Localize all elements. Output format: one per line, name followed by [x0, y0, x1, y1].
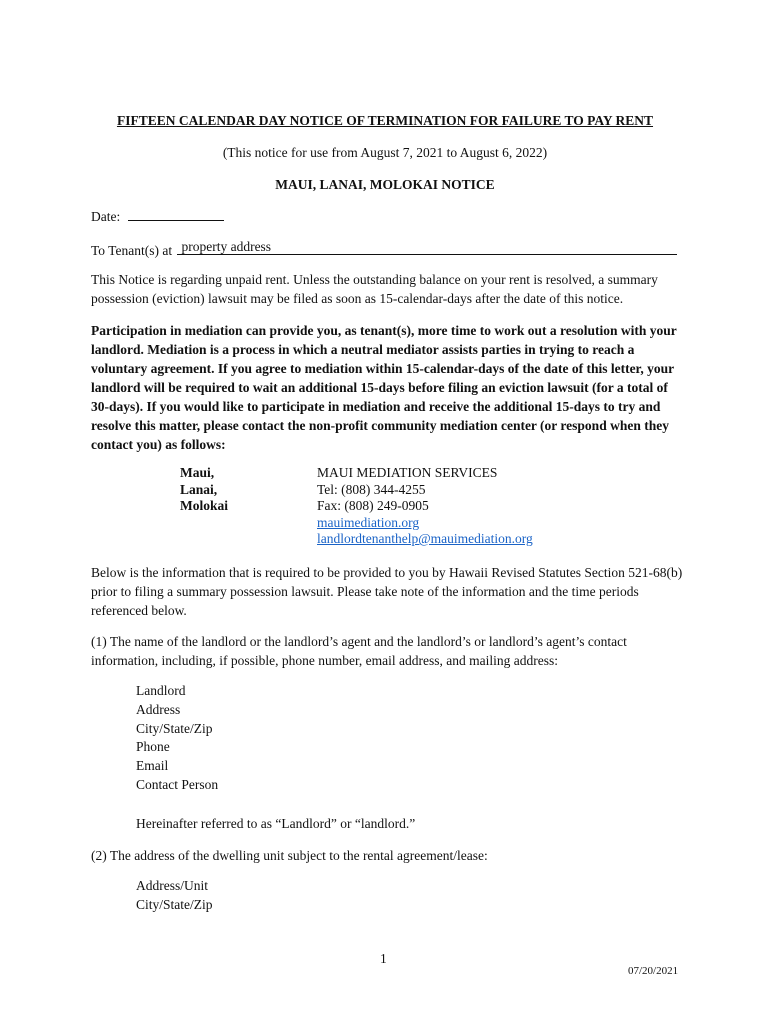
- dwelling-field-city-state-zip: City/State/Zip: [136, 896, 213, 912]
- mediation-email-link[interactable]: landlordtenanthelp@mauimediation.org: [317, 531, 533, 546]
- date-label: Date:: [91, 209, 121, 224]
- region-maui: Maui,: [180, 465, 215, 480]
- region-lanai: Lanai,: [180, 481, 218, 497]
- mediation-org: MAUI MEDIATION SERVICES: [317, 465, 498, 480]
- mediation-tel: Tel: (808) 344-4255: [317, 481, 426, 497]
- landlord-field-landlord: Landlord: [136, 683, 186, 698]
- paragraph-landlord-info: (1) The name of the landlord or the landlord’s agent and the landlord’s or landlord’s agent’s contact information, including, if possible, phone number, email address, and mailing address:: [91, 634, 627, 668]
- landlord-field-phone: Phone: [136, 739, 170, 755]
- document-subtitle: (This notice for use from August 7, 2021 to August 6, 2022): [222, 145, 548, 160]
- dwelling-fields: [136, 877, 213, 915]
- page-number: 1: [380, 951, 387, 966]
- tenant-line: [91, 240, 683, 260]
- dwelling-field-address-unit: Address/Unit: [136, 878, 208, 893]
- tenant-address-field[interactable]: [177, 240, 677, 255]
- paragraph-dwelling: (2) The address of the dwelling unit subject to the rental agreement/lease:: [91, 848, 488, 863]
- tenant-address-value: property address: [181, 239, 272, 254]
- landlord-field-city-state-zip: City/State/Zip: [136, 720, 213, 736]
- footer-date: 07/20/2021: [628, 965, 679, 977]
- landlord-field-contact-person: Contact Person: [136, 776, 219, 792]
- mediation-regions: [180, 465, 228, 515]
- paragraph-statute: Below is the information that is required to be provided to you by Hawaii Revised Statutes Section 521-68(b) prior to filing a summary possession lawsuit. Please take note of the information and the time periods referenced below.: [91, 565, 683, 618]
- date-line: [91, 207, 224, 226]
- landlord-fields: [136, 682, 218, 795]
- mediation-website-link[interactable]: mauimediation.org: [317, 514, 420, 530]
- landlord-field-email: Email: [136, 758, 169, 774]
- mediation-fax: Fax: (808) 249-0905: [317, 498, 429, 513]
- landlord-field-address: Address: [136, 701, 181, 717]
- region-title: MAUI, LANAI, MOLOKAI NOTICE: [275, 177, 495, 192]
- tenant-label: To Tenant(s) at: [91, 243, 173, 258]
- hereinafter-text: Hereinafter referred to as “Landlord” or “landlord.”: [136, 816, 416, 831]
- paragraph-unpaid-rent: This Notice is regarding unpaid rent. Unless the outstanding balance on your rent is resolved, a summary possession (eviction) lawsuit may be filed as soon as 15-calendar-days after the date of this notice.: [91, 272, 658, 306]
- date-blank[interactable]: [128, 207, 224, 221]
- paragraph-mediation: Participation in mediation can provide you, as tenant(s), more time to work out a resolution with your landlord. Mediation is a process in which a neutral mediator assists parties in trying to reach a voluntary agreement. If you agree to mediation within 15-calendar-days of the date of this letter, your landlord will be required to wait an additional 15-days before filing an eviction lawsuit (for a total of 30-days). If you would like to participate in mediation and receive the additional 15-days to try and resolve this matter, please contact the non-profit community mediation center (or respond when they contact you) as follows:: [91, 323, 677, 452]
- mediation-contact: [317, 465, 533, 548]
- document-title: FIFTEEN CALENDAR DAY NOTICE OF TERMINATION FOR FAILURE TO PAY RENT: [116, 113, 654, 128]
- region-molokai: Molokai: [180, 498, 229, 513]
